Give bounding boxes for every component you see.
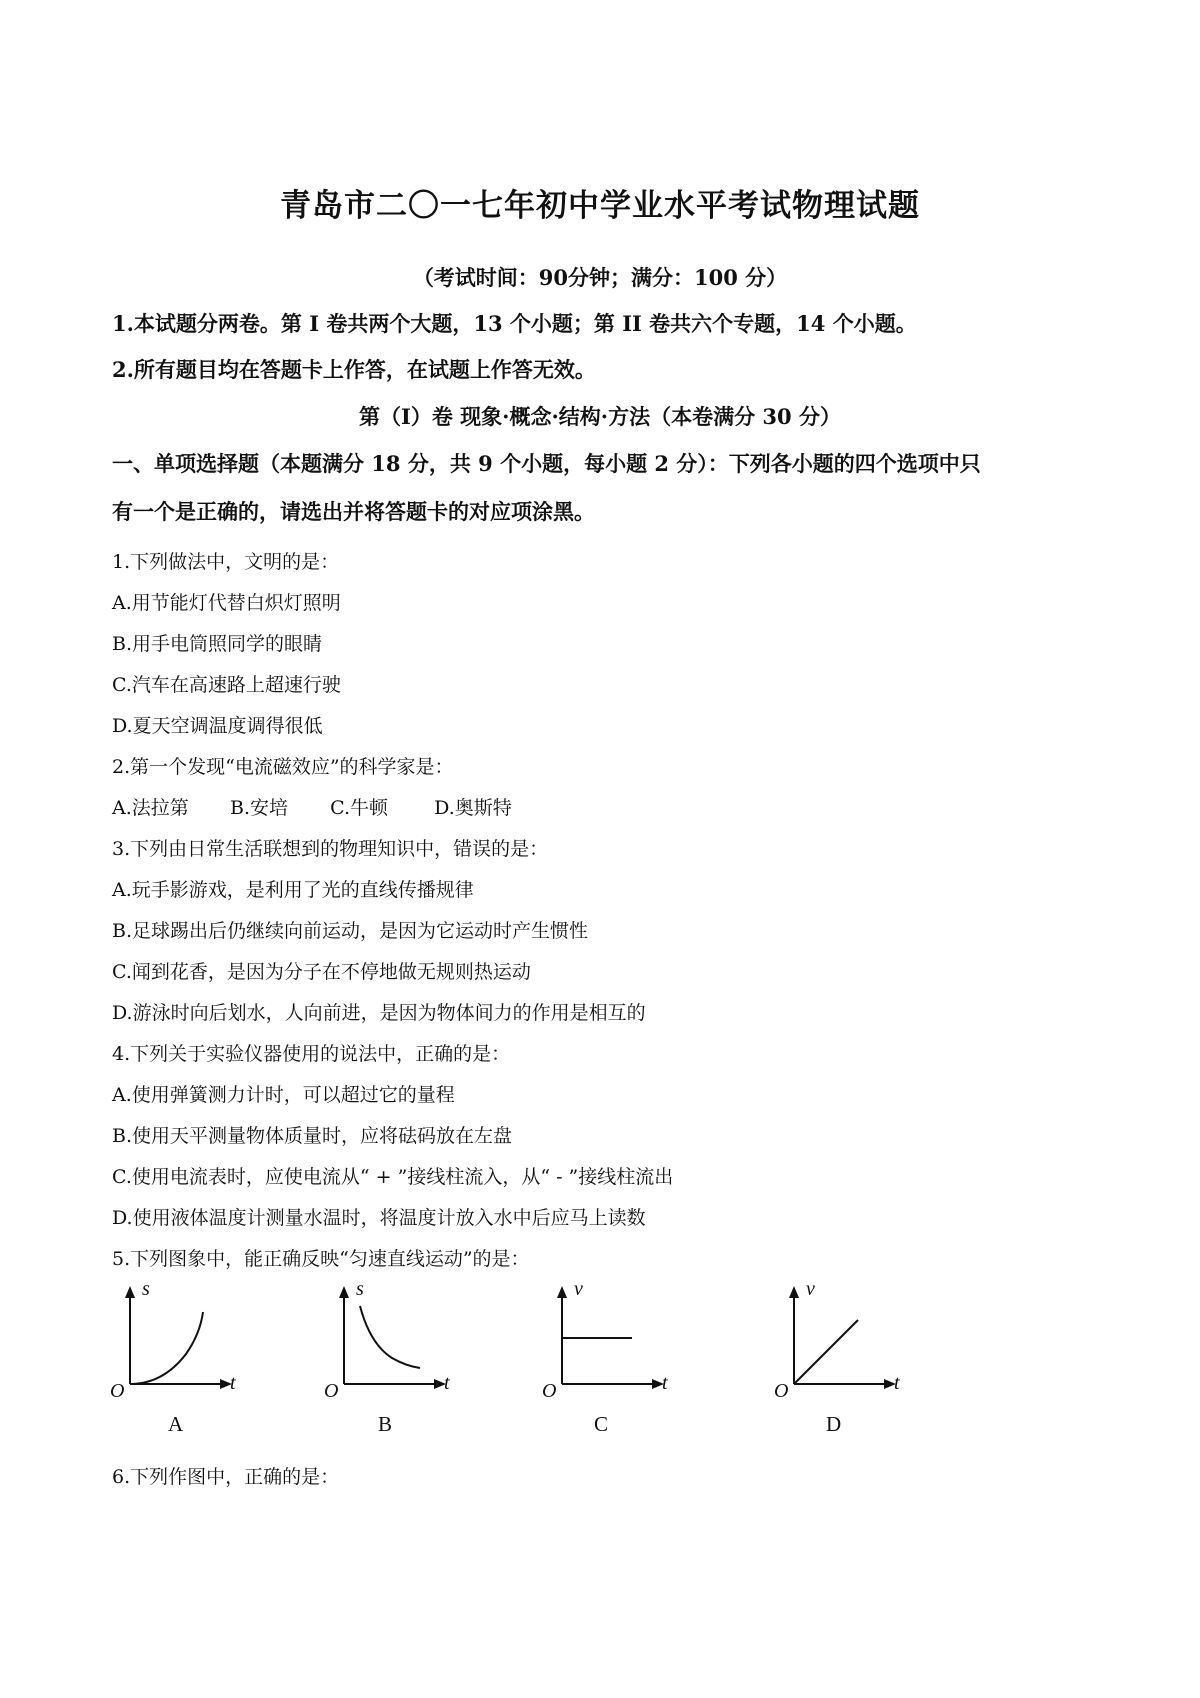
graph-d-origin: O — [774, 1380, 789, 1402]
q1-option-a: A.用节能灯代替白炽灯照明 — [112, 592, 341, 614]
graph-d-label: D — [826, 1412, 842, 1436]
q4-stem: 4.下列关于实验仪器使用的说法中，正确的是： — [112, 1043, 511, 1065]
q2-options — [112, 793, 1112, 820]
graph-c — [540, 1278, 680, 1454]
graph-c-label: C — [594, 1412, 609, 1436]
q2-option-b: B.安培 — [230, 797, 289, 819]
q5-stem: 5.下列图象中，能正确反映“匀速直线运动”的是： — [112, 1248, 530, 1270]
q2-stem: 2.第一个发现“电流磁效应”的科学家是： — [112, 756, 454, 778]
graph-d-y-label: v — [806, 1278, 815, 1300]
q3-option-b: B.足球踢出后仍继续向前运动，是因为它运动时产生惯性 — [112, 920, 589, 942]
q3-option-d: D.游泳时向后划水，人向前进，是因为物体间力的作用是相互的 — [112, 1002, 646, 1024]
q4-option-b: B.使用天平测量物体质量时，应将砝码放在左盘 — [112, 1125, 513, 1147]
q1-option-c: C.汽车在高速路上超速行驶 — [112, 674, 341, 696]
graph-b-origin: O — [324, 1380, 339, 1402]
graph-c-origin: O — [542, 1380, 557, 1402]
graph-c-x-label: t — [662, 1372, 668, 1394]
graph-a-y-label: s — [142, 1278, 150, 1300]
q1-stem: 1.下列做法中，文明的是： — [112, 551, 340, 573]
q4-option-a: A.使用弹簧测力计时，可以超过它的量程 — [112, 1084, 455, 1106]
graph-b-x-label: t — [444, 1372, 450, 1394]
graph-a-label: A — [168, 1412, 184, 1436]
section1-line2: 有一个是正确的，请选出并将答题卡的对应项涂黑。 — [112, 499, 595, 524]
graph-d — [772, 1278, 912, 1454]
graph-a-plot — [108, 1284, 248, 1394]
graph-d-x-label: t — [894, 1372, 900, 1394]
q2-option-d: D.奥斯特 — [434, 797, 512, 819]
section1-line1: 一、单项选择题（本题满分 18 分，共 9 个小题，每小题 2 分）：下列各小题的四个选项中只 — [112, 451, 981, 476]
graph-b-curve — [360, 1306, 420, 1368]
q3-option-a: A.玩手影游戏，是利用了光的直线传播规律 — [112, 879, 474, 901]
graph-a-x-label: t — [230, 1372, 236, 1394]
part1-title: 第（I）卷 现象·概念·结构·方法（本卷满分 30 分） — [359, 404, 841, 429]
q1-option-b: B.用手电筒照同学的眼睛 — [112, 633, 323, 655]
note-2: 2.所有题目均在答题卡上作答，在试题上作答无效。 — [112, 357, 596, 382]
q2-option-c: C.牛顿 — [330, 797, 388, 819]
exam-info: （考试时间：90分钟；满分：100 分） — [412, 265, 788, 290]
graph-b — [322, 1278, 462, 1454]
graph-b-y-label: s — [356, 1278, 364, 1300]
q3-option-c: C.闻到花香，是因为分子在不停地做无规则热运动 — [112, 961, 531, 983]
q3-stem: 3.下列由日常生活联想到的物理知识中，错误的是： — [112, 838, 549, 860]
exam-title: 青岛市二〇一七年初中学业水平考试物理试题 — [280, 188, 920, 224]
graph-b-plot — [322, 1284, 462, 1394]
graph-d-line — [794, 1320, 858, 1384]
q6-stem: 6.下列作图中，正确的是： — [112, 1466, 340, 1488]
graph-c-plot — [540, 1284, 680, 1394]
graph-c-y-label: v — [574, 1278, 583, 1300]
graph-d-plot — [772, 1284, 912, 1394]
q1-option-d: D.夏天空调温度调得很低 — [112, 715, 323, 737]
graph-a-curve — [130, 1312, 203, 1384]
graph-a — [108, 1278, 248, 1454]
q2-option-a: A.法拉第 — [112, 797, 189, 819]
graph-b-label: B — [378, 1412, 393, 1436]
q4-option-d: D.使用液体温度计测量水温时，将温度计放入水中后应马上读数 — [112, 1207, 646, 1229]
q4-option-c: C.使用电流表时，应使电流从“ + ”接线柱流入，从“ - ”接线柱流出 — [112, 1166, 674, 1188]
graph-a-origin: O — [110, 1380, 125, 1402]
note-1: 1.本试题分两卷。第 I 卷共两个大题，13 个小题；第 II 卷共六个专题，14 个小题。 — [112, 311, 917, 336]
